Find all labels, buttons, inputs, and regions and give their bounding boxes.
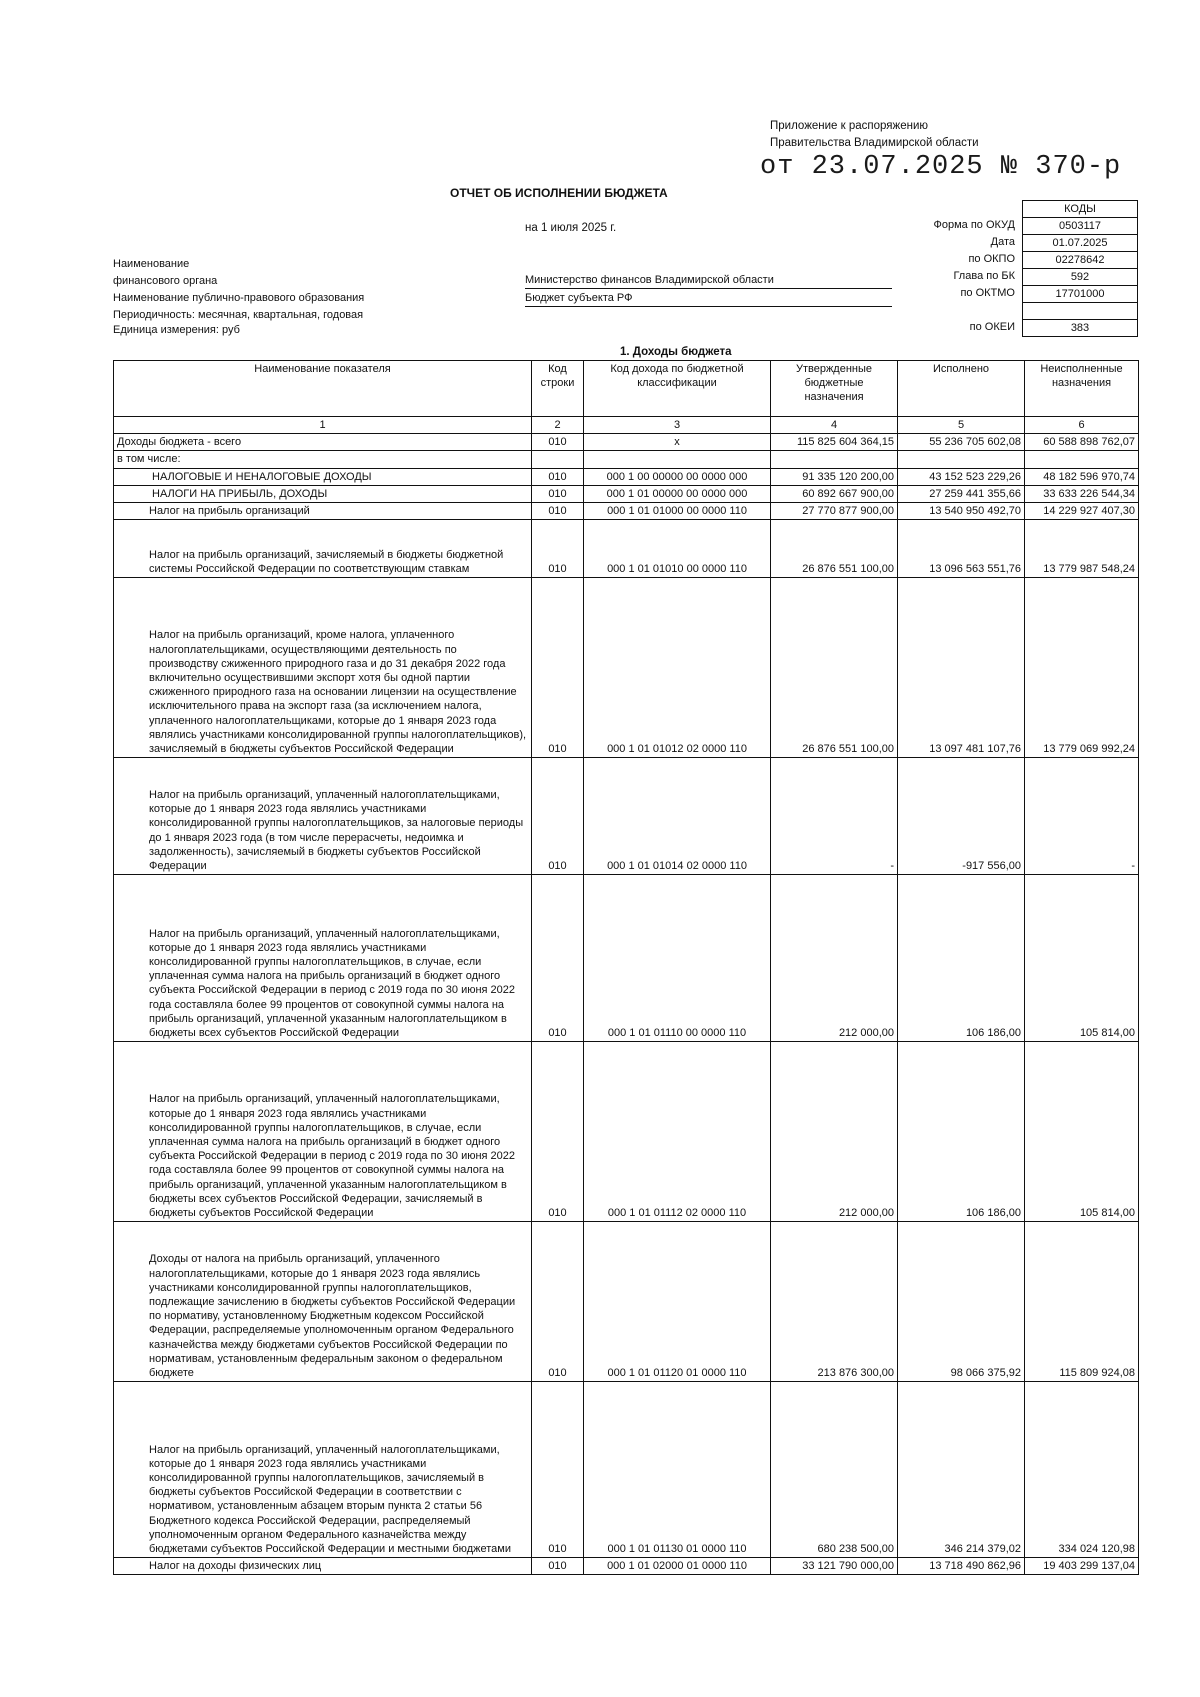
row-executed: 346 214 379,02	[898, 1382, 1025, 1558]
row-name: НАЛОГОВЫЕ И НЕНАЛОГОВЫЕ ДОХОДЫ	[114, 468, 532, 485]
code-oktmo: 17701000	[1023, 286, 1137, 303]
row-income-code: 000 1 00 00000 00 0000 000	[584, 468, 771, 485]
row-unexecuted: -	[1025, 758, 1139, 875]
row-unexecuted: 33 633 226 544,34	[1025, 485, 1139, 502]
row-approved: 60 892 667 900,00	[771, 485, 898, 502]
row-income-code: 000 1 01 02000 01 0000 110	[584, 1558, 771, 1575]
row-executed: 106 186,00	[898, 875, 1025, 1042]
document-title: ОТЧЕТ ОБ ИСПОЛНЕНИИ БЮДЖЕТА	[450, 186, 668, 200]
row-unexecuted: 60 588 898 762,07	[1025, 434, 1139, 451]
table-row	[114, 758, 1139, 875]
row-line-code: 010	[532, 1042, 584, 1222]
section-title: 1. Доходы бюджета	[620, 346, 732, 358]
column-numbers-row	[114, 417, 1139, 434]
label-okud: Форма по ОКУД	[933, 219, 1015, 231]
code-date: 01.07.2025	[1023, 235, 1137, 252]
row-income-code: 000 1 01 01112 02 0000 110	[584, 1042, 771, 1222]
appendix-line-1: Приложение к распоряжению	[770, 120, 929, 132]
table-row	[114, 503, 1139, 520]
code-okpo: 02278642	[1023, 252, 1137, 269]
row-approved: 26 876 551 100,00	[771, 520, 898, 578]
label-okpo: по ОКПО	[968, 253, 1015, 265]
codes-box	[1022, 200, 1138, 337]
row-name: Налог на прибыль организаций, уплаченный налогоплательщиками, которые до 1 января 2023 года являлись участниками консолидированной группы налогоплательщиков, за налоговые периоды до 1 января 2023 года (в том числе перерасчеты, недоимка и задолженность), зачисляемый в бюджеты субъектов Российской Федерации	[114, 758, 532, 875]
row-name: Налог на прибыль организаций, зачисляемый в бюджеты бюджетной системы Российской Федерации по соответствующим ставкам	[114, 520, 532, 578]
row-income-code: 000 1 01 01000 00 0000 110	[584, 503, 771, 520]
col-approved-header: Утвержденные бюджетные назначения	[771, 361, 898, 417]
row-executed: -917 556,00	[898, 758, 1025, 875]
row-unexecuted: 115 809 924,08	[1025, 1222, 1139, 1382]
row-approved: 212 000,00	[771, 875, 898, 1042]
row-approved: 33 121 790 000,00	[771, 1558, 898, 1575]
label-glava-bk: Глава по БК	[953, 270, 1015, 282]
row-unexecuted: 13 779 069 992,24	[1025, 578, 1139, 758]
row-executed: 13 540 950 492,70	[898, 503, 1025, 520]
col-number: 6	[1025, 417, 1139, 434]
income-table	[113, 360, 1139, 1575]
code-okei: 383	[1070, 322, 1090, 334]
row-unexecuted: 13 779 987 548,24	[1025, 520, 1139, 578]
label-date: Дата	[990, 236, 1015, 248]
code-okud: 0503117	[1023, 218, 1137, 235]
table-row	[114, 485, 1139, 502]
row-executed: 27 259 441 355,66	[898, 485, 1025, 502]
row-unexecuted: 14 229 927 407,30	[1025, 503, 1139, 520]
row-executed: 98 066 375,92	[898, 1222, 1025, 1382]
col-executed-header: Исполнено	[898, 361, 1025, 417]
row-executed: 13 096 563 551,76	[898, 520, 1025, 578]
row-line-code: 010	[532, 578, 584, 758]
row-income-code: 000 1 01 01014 02 0000 110	[584, 758, 771, 875]
col-number: 1	[114, 417, 532, 434]
row-name: Доходы от налога на прибыль организаций, уплаченного налогоплательщиками, которые до 1 января 2023 года являлись участниками консолидированной группы налогоплательщиков, подлежащие зачислению в бюджеты субъектов Российской Федерации по нормативу, установленному Бюджетным кодексом Российской Федерации, распределяемые уполномоченным органом Федерального казначейства между бюджетами субъектов Российской Федерации по нормативам, установленным федеральным законом о федеральном бюджете	[114, 1222, 532, 1382]
row-income-code: x	[584, 434, 771, 451]
table-header-row	[114, 361, 1139, 417]
row-approved: -	[771, 758, 898, 875]
row-approved: 27 770 877 900,00	[771, 503, 898, 520]
row-line-code: 010	[532, 503, 584, 520]
label-entity: Наименование публично-правового образования	[113, 292, 365, 304]
row-name: в том числе:	[114, 451, 532, 468]
row-line-code: 010	[532, 758, 584, 875]
col-number: 3	[584, 417, 771, 434]
row-unexecuted: 105 814,00	[1025, 1042, 1139, 1222]
table-row	[114, 1042, 1139, 1222]
label-fin-org: финансового органа	[113, 275, 218, 287]
col-number: 4	[771, 417, 898, 434]
row-name: Налог на прибыль организаций, уплаченный налогоплательщиками, которые до 1 января 2023 года являлись участниками консолидированной группы налогоплательщиков, в случае, если уплаченная сумма налога на прибыль организаций в бюджет одного субъекта Российской Федерации в период с 2019 года по 30 июня 2022 года составляла более 99 процентов от совокупной суммы налога на прибыль организаций, уплаченной указанным налогоплательщиком в бюджеты всех субъектов Российской Федерации	[114, 875, 532, 1042]
row-approved: 115 825 604 364,15	[771, 434, 898, 451]
row-approved: 680 238 500,00	[771, 1382, 898, 1558]
row-income-code: 000 1 01 01012 02 0000 110	[584, 578, 771, 758]
row-name: НАЛОГИ НА ПРИБЫЛЬ, ДОХОДЫ	[114, 485, 532, 502]
row-income-code: 000 1 01 01010 00 0000 110	[584, 520, 771, 578]
row-approved: 212 000,00	[771, 1042, 898, 1222]
appendix-line-2: Правительства Владимирской области	[770, 137, 979, 149]
row-name: Налог на прибыль организаций, кроме налога, уплаченного налогоплательщиками, осуществляющими деятельность по производству сжиженного природного газа и до 31 декабря 2022 года включительно осуществившими экспорт хотя бы одной партии сжиженного природного газа на основании лицензии на осуществление исключительного права на экспорт газа (за исключением налога, уплаченного налогоплательщиками, которые до 1 января 2023 года являлись участниками консолидированной группы налогоплательщиков), зачисляемый в бюджеты субъектов Российской Федерации	[114, 578, 532, 758]
row-executed: 13 718 490 862,96	[898, 1558, 1025, 1575]
row-income-code: 000 1 01 01130 01 0000 110	[584, 1382, 771, 1558]
row-line-code: 010	[532, 1382, 584, 1558]
row-income-code: 000 1 01 00000 00 0000 000	[584, 485, 771, 502]
table-row	[114, 1382, 1139, 1558]
table-row-including	[114, 451, 1139, 468]
fin-org-value: Министерство финансов Владимирской области	[525, 273, 892, 289]
table-row	[114, 1222, 1139, 1382]
row-line-code: 010	[532, 520, 584, 578]
col-unexecuted-header: Неисполненные назначения	[1025, 361, 1139, 417]
label-okei: по ОКЕИ	[969, 321, 1015, 333]
table-row	[114, 1558, 1139, 1575]
report-date: на 1 июля 2025 г.	[525, 222, 617, 234]
label-unit: Единица измерения: руб	[113, 324, 240, 336]
table-row	[114, 578, 1139, 758]
codes-title: КОДЫ	[1023, 201, 1137, 218]
row-executed: 13 097 481 107,76	[898, 578, 1025, 758]
row-approved: 26 876 551 100,00	[771, 578, 898, 758]
label-name: Наименование	[113, 258, 190, 270]
appendix-block	[770, 118, 979, 152]
code-glava-bk: 592	[1023, 269, 1137, 286]
order-number: от 23.07.2025 № 370-р	[760, 152, 1122, 182]
row-unexecuted: 48 182 596 970,74	[1025, 468, 1139, 485]
col-number: 5	[898, 417, 1025, 434]
row-unexecuted: 105 814,00	[1025, 875, 1139, 1042]
row-executed: 106 186,00	[898, 1042, 1025, 1222]
row-line-code: 010	[532, 485, 584, 502]
row-name: Налог на прибыль организаций	[114, 503, 532, 520]
col-number: 2	[532, 417, 584, 434]
table-row	[114, 875, 1139, 1042]
code-blank	[1023, 303, 1137, 320]
row-name: Доходы бюджета - всего	[114, 434, 532, 451]
table-row	[114, 520, 1139, 578]
row-line-code: 010	[532, 468, 584, 485]
label-periodicity: Периодичность: месячная, квартальная, годовая	[113, 309, 364, 321]
table-row-total	[114, 434, 1139, 451]
row-line-code: 010	[532, 1222, 584, 1382]
row-line-code: 010	[532, 1558, 584, 1575]
table-row	[114, 468, 1139, 485]
row-unexecuted: 334 024 120,98	[1025, 1382, 1139, 1558]
row-name: Налог на доходы физических лиц	[114, 1558, 532, 1575]
row-line-code: 010	[532, 434, 584, 451]
row-approved: 91 335 120 200,00	[771, 468, 898, 485]
col-name-header: Наименование показателя	[114, 361, 532, 417]
row-executed: 43 152 523 229,26	[898, 468, 1025, 485]
label-oktmo: по ОКТМО	[960, 287, 1015, 299]
row-name: Налог на прибыль организаций, уплаченный налогоплательщиками, которые до 1 января 2023 года являлись участниками консолидированной группы налогоплательщиков, в случае, если уплаченная сумма налога на прибыль организаций в бюджет одного субъекта Российской Федерации в период с 2019 года по 30 июня 2022 года составляла более 99 процентов от совокупной суммы налога на прибыль организаций, уплаченной указанным налогоплательщиком в бюджеты всех субъектов Российской Федерации, зачисляемый в бюджеты субъектов Российской Федерации	[114, 1042, 532, 1222]
row-line-code: 010	[532, 875, 584, 1042]
row-name: Налог на прибыль организаций, уплаченный налогоплательщиками, которые до 1 января 2023 года являлись участниками консолидированной группы налогоплательщиков, зачисляемый в бюджеты субъектов Российской Федерации в соответствии с нормативом, установленным абзацем вторым пункта 2 статьи 56 Бюджетного кодекса Российской Федерации, распределяемый уполномоченным органом Федерального казначейства между бюджетами субъектов Российской Федерации и местными бюджетами	[114, 1382, 532, 1558]
entity-value: Бюджет субъекта РФ	[525, 291, 892, 307]
row-unexecuted: 19 403 299 137,04	[1025, 1558, 1139, 1575]
row-income-code: 000 1 01 01110 00 0000 110	[584, 875, 771, 1042]
row-executed: 55 236 705 602,08	[898, 434, 1025, 451]
col-income-code-header: Код дохода по бюджетной классификации	[584, 361, 771, 417]
col-line-code-header: Код строки	[532, 361, 584, 417]
row-income-code: 000 1 01 01120 01 0000 110	[584, 1222, 771, 1382]
row-approved: 213 876 300,00	[771, 1222, 898, 1382]
